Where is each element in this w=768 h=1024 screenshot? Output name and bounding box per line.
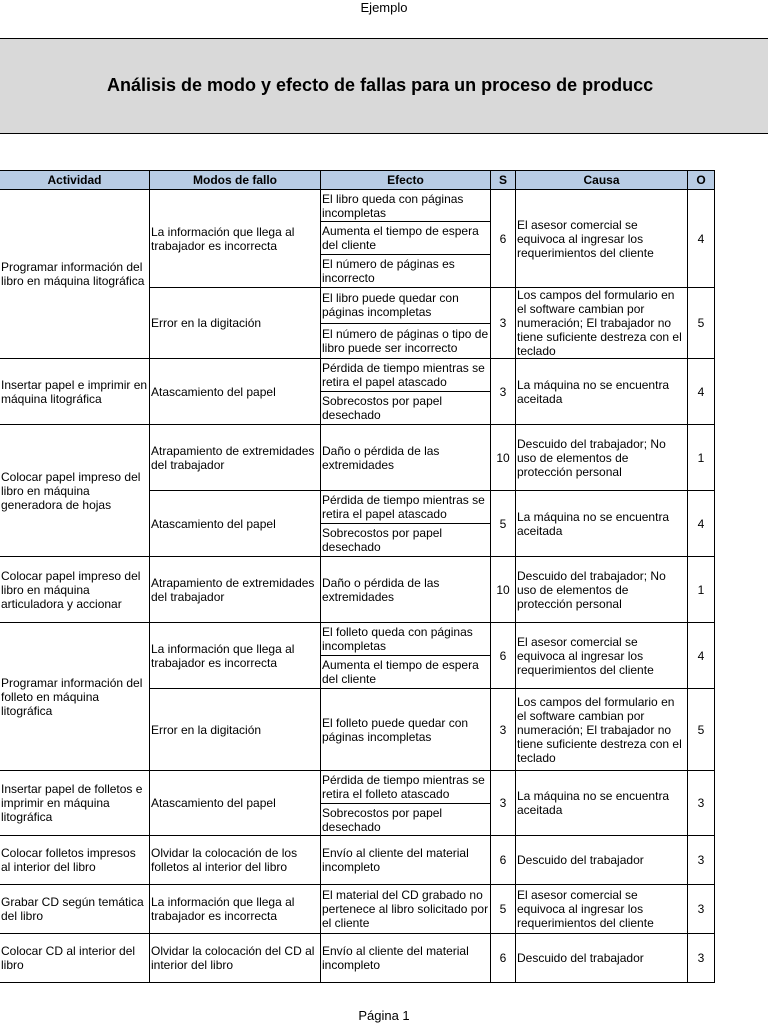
cause-cell: La máquina no se encuentra aceitada xyxy=(516,771,688,836)
rating-cell: 5 xyxy=(688,288,715,359)
page-number: Página 1 xyxy=(358,1008,410,1023)
table-row xyxy=(0,190,715,222)
rating-cell: 3 xyxy=(491,288,516,359)
rating-cell: 6 xyxy=(491,623,516,689)
rating-cell: 3 xyxy=(491,771,516,836)
failure-mode-cell: Error en la digitación xyxy=(150,288,321,359)
cause-cell: La máquina no se encuentra aceitada xyxy=(516,359,688,425)
rating-cell: 10 xyxy=(491,557,516,623)
rating-cell: 3 xyxy=(688,885,715,934)
activity-cell: Programar información del folleto en máquina litográfica xyxy=(0,623,150,771)
title-band-edge xyxy=(713,39,768,133)
failure-mode-cell: Atascamiento del papel xyxy=(150,359,321,425)
activity-cell: Colocar papel impreso del libro en máquina generadora de hojas xyxy=(0,425,150,557)
rating-cell: 6 xyxy=(491,934,516,983)
effect-cell: El folleto queda con páginas incompletas xyxy=(321,623,491,656)
effect-cell: Pérdida de tiempo mientras se retira el folleto atascado xyxy=(321,771,491,804)
rating-cell: 1 xyxy=(688,557,715,623)
activity-cell: Insertar papel de folletos e imprimir en máquina litográfica xyxy=(0,771,150,836)
rating-cell: 3 xyxy=(491,689,516,771)
rating-cell: 3 xyxy=(688,771,715,836)
effect-cell: El libro puede quedar con páginas incompletas xyxy=(321,288,491,324)
cause-cell: El asesor comercial se equivoca al ingresar los requerimientos del cliente xyxy=(516,623,688,689)
header-label: Ejemplo xyxy=(360,0,408,15)
failure-mode-cell: Error en la digitación xyxy=(150,689,321,771)
column-header-o: O xyxy=(688,171,715,190)
activity-cell: Colocar papel impreso del libro en máquina articuladora y accionar xyxy=(0,557,150,623)
fmea-table xyxy=(0,170,715,983)
rating-cell: 5 xyxy=(491,491,516,557)
effect-cell: Daño o pérdida de las extremidades xyxy=(321,425,491,491)
table-row xyxy=(0,836,715,885)
table-row xyxy=(0,425,715,491)
rating-cell: 4 xyxy=(688,623,715,689)
rating-cell: 10 xyxy=(491,425,516,491)
activity-cell: Colocar CD al interior del libro xyxy=(0,934,150,983)
column-header-s: S xyxy=(491,171,516,190)
effect-cell: El número de páginas es incorrecto xyxy=(321,255,491,288)
rating-cell: 6 xyxy=(491,190,516,288)
failure-mode-cell: Atrapamiento de extremidades del trabajador xyxy=(150,425,321,491)
cause-cell: Descuido del trabajador xyxy=(516,836,688,885)
cause-cell: Los campos del formulario en el software cambian por numeración; El trabajador no tiene suficiente destreza con el teclado xyxy=(516,288,688,359)
rating-cell: 4 xyxy=(688,190,715,288)
failure-mode-cell: La información que llega al trabajador es incorrecta xyxy=(150,190,321,288)
cause-cell: Descuido del trabajador; No uso de elementos de protección personal xyxy=(516,557,688,623)
activity-cell: Programar información del libro en máquina litográfica xyxy=(0,190,150,359)
effect-cell: El material del CD grabado no pertenece al libro solicitado por el cliente xyxy=(321,885,491,934)
failure-mode-cell: Olvidar la colocación del CD al interior del libro xyxy=(150,934,321,983)
column-header-modos-de-fallo: Modos de fallo xyxy=(150,171,321,190)
rating-cell: 6 xyxy=(491,836,516,885)
failure-mode-cell: Atascamiento del papel xyxy=(150,771,321,836)
table-row xyxy=(0,557,715,623)
table-row xyxy=(0,359,715,392)
cause-cell: La máquina no se encuentra aceitada xyxy=(516,491,688,557)
effect-cell: Aumenta el tiempo de espera del cliente xyxy=(321,222,491,255)
rating-cell: 3 xyxy=(491,359,516,425)
cause-cell: Descuido del trabajador; No uso de elementos de protección personal xyxy=(516,425,688,491)
effect-cell: Pérdida de tiempo mientras se retira el papel atascado xyxy=(321,359,491,392)
rating-cell: 5 xyxy=(688,689,715,771)
activity-cell: Grabar CD según temática del libro xyxy=(0,885,150,934)
cause-cell: El asesor comercial se equivoca al ingresar los requerimientos del cliente xyxy=(516,885,688,934)
activity-cell: Insertar papel e imprimir en máquina litográfica xyxy=(0,359,150,425)
effect-cell: Sobrecostos por papel desechado xyxy=(321,524,491,557)
cause-cell: El asesor comercial se equivoca al ingresar los requerimientos del cliente xyxy=(516,190,688,288)
failure-mode-cell: La información que llega al trabajador es incorrecta xyxy=(150,885,321,934)
effect-cell: Aumenta el tiempo de espera del cliente xyxy=(321,656,491,689)
table-row xyxy=(0,771,715,804)
effect-cell: Envío al cliente del material incompleto xyxy=(321,836,491,885)
effect-cell: Daño o pérdida de las extremidades xyxy=(321,557,491,623)
effect-cell: El número de páginas o tipo de libro puede ser incorrecto xyxy=(321,323,491,359)
column-header-actividad: Actividad xyxy=(0,171,150,190)
failure-mode-cell: Olvidar la colocación de los folletos al interior del libro xyxy=(150,836,321,885)
activity-cell: Colocar folletos impresos al interior del libro xyxy=(0,836,150,885)
rating-cell: 4 xyxy=(688,491,715,557)
failure-mode-cell: La información que llega al trabajador es incorrecta xyxy=(150,623,321,689)
effect-cell: El libro queda con páginas incompletas xyxy=(321,190,491,222)
rating-cell: 3 xyxy=(688,836,715,885)
effect-cell: El folleto puede quedar con páginas incompletas xyxy=(321,689,491,771)
table-row xyxy=(0,934,715,983)
effect-cell: Sobrecostos por papel desechado xyxy=(321,392,491,425)
effect-cell: Pérdida de tiempo mientras se retira el papel atascado xyxy=(321,491,491,524)
rating-cell: 5 xyxy=(491,885,516,934)
rating-cell: 1 xyxy=(688,425,715,491)
rating-cell: 4 xyxy=(688,359,715,425)
title-band xyxy=(0,38,768,134)
table-header-row xyxy=(0,171,715,190)
effect-cell: Envío al cliente del material incompleto xyxy=(321,934,491,983)
effect-cell: Sobrecostos por papel desechado xyxy=(321,804,491,836)
cause-cell: Descuido del trabajador xyxy=(516,934,688,983)
failure-mode-cell: Atrapamiento de extremidades del trabajador xyxy=(150,557,321,623)
column-header-efecto: Efecto xyxy=(321,171,491,190)
table-row xyxy=(0,885,715,934)
failure-mode-cell: Atascamiento del papel xyxy=(150,491,321,557)
rating-cell: 3 xyxy=(688,934,715,983)
cause-cell: Los campos del formulario en el software cambian por numeración; El trabajador no tiene suficiente destreza con el teclado xyxy=(516,689,688,771)
fmea-table-body xyxy=(0,190,715,983)
document-title: Análisis de modo y efecto de fallas para un proceso de producc xyxy=(107,75,654,95)
column-header-causa: Causa xyxy=(516,171,688,190)
table-row xyxy=(0,623,715,656)
